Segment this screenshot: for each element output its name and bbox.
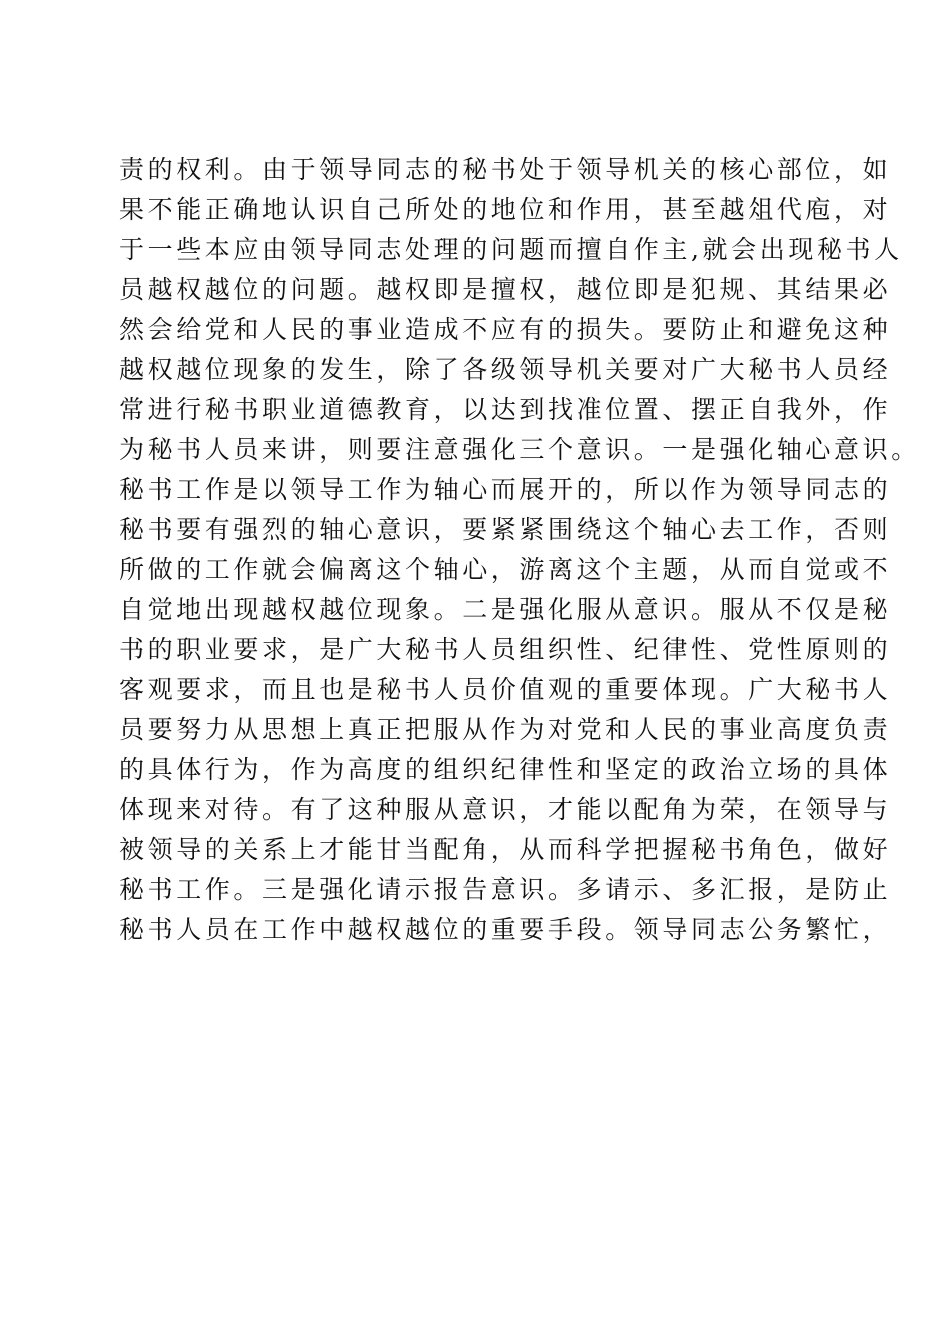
text-line: 所做的工作就会偏离这个轴心，游离这个主题，从而自觉或不	[119, 555, 892, 584]
text-line: 的具体行为，作为高度的组织纪律性和坚定的政治立场的具体	[119, 755, 892, 784]
text-line: 自觉地出现越权越位现象。二是强化服从意识。服从不仅是秘	[119, 595, 892, 624]
text-line: 秘书要有强烈的轴心意识，要紧紧围绕这个轴心去工作，否则	[119, 515, 892, 544]
text-line: 秘书工作。三是强化请示报告意识。多请示、多汇报，是防止	[119, 875, 892, 904]
text-line: 秘书工作是以领导工作为轴心而展开的，所以作为领导同志的	[119, 475, 892, 504]
text-line: 书的职业要求，是广大秘书人员组织性、纪律性、党性原则的	[119, 635, 892, 664]
body-text	[119, 150, 920, 950]
text-line: 越权越位现象的发生，除了各级领导机关要对广大秘书人员经	[119, 355, 892, 384]
text-line: 体现来对待。有了这种服从意识，才能以配角为荣，在领导与	[119, 795, 892, 824]
text-line: 被领导的关系上才能甘当配角，从而科学把握秘书角色，做好	[119, 835, 892, 864]
text-line: 员越权越位的问题。越权即是擅权，越位即是犯规、其结果必	[119, 275, 892, 304]
text-line: 客观要求，而且也是秘书人员价值观的重要体现。广大秘书人	[119, 675, 892, 704]
text-line: 常进行秘书职业道德教育，以达到找准位置、摆正自我外，作	[119, 395, 892, 424]
text-line: 员要努力从思想上真正把服从作为对党和人民的事业高度负责	[119, 715, 892, 744]
text-line: 秘书人员在工作中越权越位的重要手段。领导同志公务繁忙，	[119, 915, 892, 944]
text-line: 于一些本应由领导同志处理的问题而擅自作主,就会出现秘书人	[119, 235, 903, 264]
text-line: 为秘书人员来讲，则要注意强化三个意识。一是强化轴心意识。	[119, 435, 920, 464]
text-line: 然会给党和人民的事业造成不应有的损失。要防止和避免这种	[119, 315, 892, 344]
text-line: 果不能正确地认识自己所处的地位和作用，甚至越俎代庖，对	[119, 195, 892, 224]
text-line: 责的权利。由于领导同志的秘书处于领导机关的核心部位，如	[119, 155, 892, 184]
